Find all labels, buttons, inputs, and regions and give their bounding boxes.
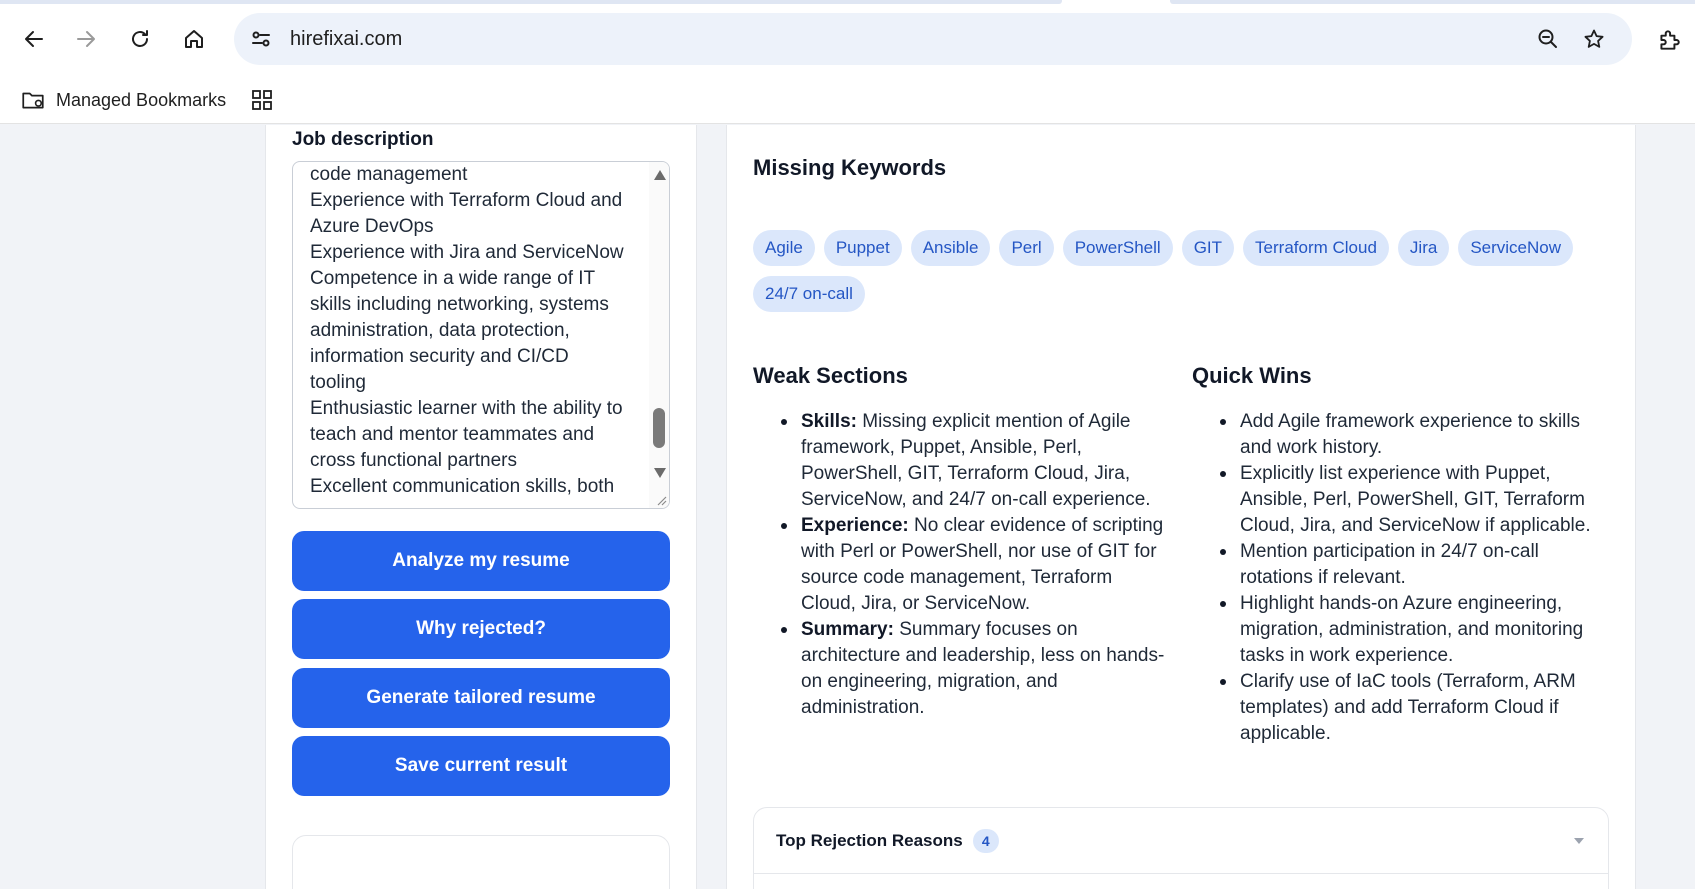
bookmarks-bar bbox=[0, 77, 1695, 124]
keyword-chip[interactable]: Terraform Cloud bbox=[1243, 230, 1389, 266]
quick-win-item: Add Agile framework experience to skills and work history. bbox=[1192, 409, 1612, 461]
save-current-result-button[interactable]: Save current result bbox=[292, 736, 670, 796]
job-description-textarea[interactable] bbox=[292, 161, 670, 509]
job-description-text[interactable]: code management Experience with Terraform Cloud and Azure DevOps Experience with Jira and ServiceNow Competence in a wide range of IT skills including networking, systems administration, data protection, information security and CI/CD tooling Enthusiastic learner with the ability to teach and mentor teammates and cross functional partners Excellent communication skills, both bbox=[310, 164, 624, 497]
missing-keywords-title: Missing Keywords bbox=[753, 155, 947, 180]
page-content bbox=[0, 125, 1695, 889]
forward-button[interactable] bbox=[68, 21, 104, 57]
keyword-chip[interactable]: PowerShell bbox=[1063, 230, 1173, 266]
weak-section-text: No clear evidence of scripting with Perl or PowerShell, nor use of GIT for source code management, Terraform Cloud, Jira, or ServiceNow. bbox=[801, 515, 1164, 614]
keyword-chip-list bbox=[753, 230, 1613, 312]
tab-strip-left bbox=[0, 0, 1062, 4]
browser-toolbar bbox=[0, 5, 1695, 77]
scrollbar-thumb[interactable] bbox=[653, 408, 665, 448]
keyword-chip[interactable]: Jira bbox=[1398, 230, 1449, 266]
quick-wins-title: Quick Wins bbox=[1192, 363, 1312, 388]
arrow-left-icon bbox=[22, 27, 46, 51]
bookmark-star-button[interactable] bbox=[1580, 25, 1608, 53]
result-card bbox=[292, 835, 670, 889]
weak-section-text: Missing explicit mention of Agile framework, Puppet, Ansible, Perl, PowerShell, GIT, Terraform Cloud, Jira, ServiceNow, and 24/7 on-call experience. bbox=[801, 411, 1151, 510]
quick-win-item: Mention participation in 24/7 on-call rotations if relevant. bbox=[1192, 539, 1612, 591]
weak-section-text: Summary focuses on architecture and leadership, less on hands-on engineering, migration, and administration. bbox=[801, 619, 1165, 718]
keyword-chip[interactable]: 24/7 on-call bbox=[753, 276, 865, 312]
tune-icon bbox=[249, 27, 273, 51]
textarea-scrollbar[interactable] bbox=[649, 162, 669, 508]
analyze-resume-button[interactable]: Analyze my resume bbox=[292, 531, 670, 591]
apps-button[interactable] bbox=[250, 83, 274, 117]
why-rejected-button[interactable]: Why rejected? bbox=[292, 599, 670, 659]
managed-folder-icon bbox=[20, 87, 46, 113]
puzzle-icon bbox=[1656, 27, 1682, 53]
keyword-chip[interactable]: Perl bbox=[999, 230, 1053, 266]
resize-handle-icon[interactable] bbox=[653, 492, 667, 506]
top-rejection-reasons-toggle[interactable] bbox=[754, 808, 1608, 874]
weak-section-label: Skills: bbox=[801, 411, 857, 432]
results-panel bbox=[726, 125, 1636, 889]
tab-strip-right bbox=[1170, 0, 1695, 4]
weak-section-label: Summary: bbox=[801, 619, 894, 640]
quick-wins-list bbox=[1192, 409, 1612, 747]
rejection-reasons-title: Top Rejection Reasons bbox=[776, 830, 963, 850]
scroll-down-arrow-icon[interactable] bbox=[654, 468, 666, 478]
rejection-count-badge: 4 bbox=[973, 829, 999, 853]
keyword-chip[interactable]: Puppet bbox=[824, 230, 902, 266]
zoom-out-icon bbox=[1536, 27, 1560, 51]
keyword-chip[interactable]: Agile bbox=[753, 230, 815, 266]
star-icon bbox=[1582, 27, 1606, 51]
weak-section-item bbox=[753, 409, 1165, 513]
back-button[interactable] bbox=[16, 21, 52, 57]
top-rejection-reasons-card bbox=[753, 807, 1609, 889]
weak-section-item bbox=[753, 513, 1165, 617]
zoom-button[interactable] bbox=[1534, 25, 1562, 53]
weak-section-item bbox=[753, 617, 1165, 721]
address-bar[interactable] bbox=[234, 13, 1632, 65]
input-panel bbox=[265, 125, 697, 889]
keyword-chip[interactable]: GIT bbox=[1182, 230, 1234, 266]
managed-bookmarks-label: Managed Bookmarks bbox=[56, 89, 227, 110]
chevron-down-icon[interactable] bbox=[1574, 838, 1584, 844]
keyword-chip[interactable]: ServiceNow bbox=[1458, 230, 1573, 266]
keyword-chip[interactable]: Ansible bbox=[911, 230, 991, 266]
site-info-button[interactable] bbox=[244, 22, 278, 56]
quick-win-item: Clarify use of IaC tools (Terraform, ARM templates) and add Terraform Cloud if applicable. bbox=[1192, 669, 1612, 747]
generate-tailored-resume-button[interactable]: Generate tailored resume bbox=[292, 668, 670, 728]
home-button[interactable] bbox=[176, 21, 212, 57]
weak-section-label: Experience: bbox=[801, 515, 909, 536]
quick-win-item: Explicitly list experience with Puppet, Ansible, Perl, PowerShell, GIT, Terraform Cloud, Jira, and ServiceNow if applicable. bbox=[1192, 461, 1612, 539]
quick-win-item: Highlight hands-on Azure engineering, migration, administration, and monitoring tasks in work experience. bbox=[1192, 591, 1612, 669]
reload-button[interactable] bbox=[122, 21, 158, 57]
url-text[interactable]: hirefixai.com bbox=[290, 28, 403, 50]
weak-sections-list bbox=[753, 409, 1165, 721]
weak-sections-title: Weak Sections bbox=[753, 363, 908, 388]
reload-icon bbox=[128, 27, 152, 51]
scroll-up-arrow-icon[interactable] bbox=[654, 170, 666, 180]
apps-grid-icon bbox=[250, 88, 274, 112]
managed-bookmarks-folder[interactable] bbox=[20, 83, 226, 117]
extensions-button[interactable] bbox=[1654, 25, 1684, 55]
arrow-right-icon bbox=[74, 27, 98, 51]
home-icon bbox=[182, 27, 206, 51]
job-description-label: Job description bbox=[292, 129, 434, 150]
